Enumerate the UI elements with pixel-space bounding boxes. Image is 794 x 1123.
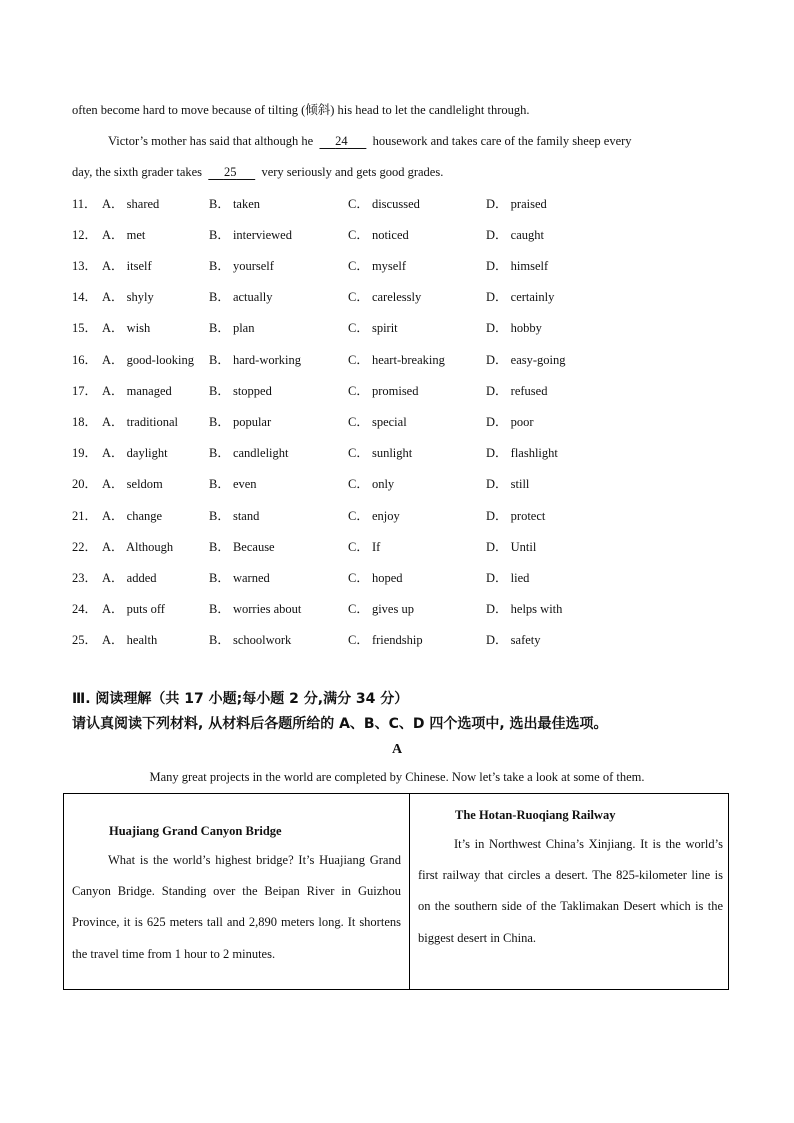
option-d: D． safety bbox=[486, 633, 541, 647]
option-d: D． lied bbox=[486, 571, 530, 585]
passage-text: housework and takes care of the family sheep every bbox=[372, 134, 632, 148]
passage-line bbox=[108, 133, 632, 149]
section-instruction: 请认真阅读下列材料, 从材料后各题所给的 A、B、C、D 四个选项中, 选出最佳选项。 bbox=[72, 716, 608, 732]
option-a: A． good-looking bbox=[102, 353, 195, 367]
option-c: C． heart-breaking bbox=[348, 353, 445, 367]
question-number: 25． bbox=[72, 633, 98, 647]
option-d: D． poor bbox=[486, 415, 534, 429]
question-number: 22． bbox=[72, 540, 98, 554]
option-b: B． Because bbox=[209, 540, 275, 554]
option-b: B． taken bbox=[209, 197, 261, 211]
option-d: D． helps with bbox=[486, 602, 563, 616]
option-a: A． added bbox=[102, 571, 157, 585]
part-label: A bbox=[391, 742, 403, 757]
question-row bbox=[72, 444, 732, 462]
passage-line bbox=[72, 164, 443, 180]
option-b: B． schoolwork bbox=[209, 633, 292, 647]
passage-text: day, the sixth grader takes bbox=[72, 165, 203, 179]
question-row bbox=[72, 413, 732, 431]
cell-title: Huajiang Grand Canyon Bridge bbox=[109, 824, 282, 838]
option-c: C． hoped bbox=[348, 571, 403, 585]
option-a: A． daylight bbox=[102, 446, 168, 460]
option-a: A． managed bbox=[102, 384, 172, 398]
option-b: B． even bbox=[209, 477, 257, 491]
passage-text: very seriously and gets good grades. bbox=[261, 165, 444, 179]
option-a: A． puts off bbox=[102, 602, 165, 616]
cell-body: What is the world’s highest bridge? It’s Huajiang Grand Canyon Bridge. Standing over the Beipan River in Guizhou Province, it is 625 meters tall and 2,890 meters long. It shortens the travel time from 1 hour to 2 minutes. bbox=[72, 853, 401, 961]
option-a: A． met bbox=[102, 228, 146, 242]
table-cell-left bbox=[64, 794, 409, 989]
option-c: C． If bbox=[348, 540, 381, 554]
option-c: C． special bbox=[348, 415, 407, 429]
option-d: D． himself bbox=[486, 259, 549, 273]
question-number: 20． bbox=[72, 477, 98, 491]
option-c: C． gives up bbox=[348, 602, 414, 616]
question-row bbox=[72, 351, 732, 369]
question-row bbox=[72, 507, 732, 525]
option-a: A． health bbox=[102, 633, 158, 647]
option-b: B． stopped bbox=[209, 384, 272, 398]
question-number: 17． bbox=[72, 384, 98, 398]
option-b: B． worries about bbox=[209, 602, 302, 616]
option-b: B． yourself bbox=[209, 259, 274, 273]
question-number: 18． bbox=[72, 415, 98, 429]
question-row bbox=[72, 195, 732, 213]
question-row bbox=[72, 382, 732, 400]
projects-table bbox=[63, 793, 729, 990]
option-d: D． still bbox=[486, 477, 530, 491]
passage-line bbox=[72, 102, 530, 118]
option-c: C． promised bbox=[348, 384, 419, 398]
option-b: B． popular bbox=[209, 415, 272, 429]
option-d: D． protect bbox=[486, 509, 546, 523]
option-b: B． warned bbox=[209, 571, 270, 585]
question-row bbox=[72, 538, 732, 556]
question-row bbox=[72, 319, 732, 337]
question-row bbox=[72, 257, 732, 275]
option-a: A． wish bbox=[102, 321, 151, 335]
option-d: D． caught bbox=[486, 228, 544, 242]
passage-intro: Many great projects in the world are completed by Chinese. Now let’s take a look at some of them. bbox=[149, 770, 645, 784]
option-c: C． noticed bbox=[348, 228, 409, 242]
option-c: C． enjoy bbox=[348, 509, 400, 523]
option-b: B． plan bbox=[209, 321, 255, 335]
blank-number: 25 bbox=[223, 165, 237, 179]
option-d: D． praised bbox=[486, 197, 547, 211]
blank-24 bbox=[319, 133, 366, 149]
option-d: D． refused bbox=[486, 384, 548, 398]
question-number: 14． bbox=[72, 290, 98, 304]
blank-number: 24 bbox=[335, 134, 348, 148]
option-a: A． seldom bbox=[102, 477, 163, 491]
option-c: C． carelessly bbox=[348, 290, 422, 304]
question-number: 23． bbox=[72, 571, 98, 585]
option-a: A． shyly bbox=[102, 290, 154, 304]
question-row bbox=[72, 475, 732, 493]
question-number: 13． bbox=[72, 259, 98, 273]
option-b: B． interviewed bbox=[209, 228, 292, 242]
option-b: B． stand bbox=[209, 509, 260, 523]
passage-text: Victor’s mother has said that although he bbox=[108, 134, 314, 148]
option-c: C． spirit bbox=[348, 321, 398, 335]
question-row bbox=[72, 631, 732, 649]
option-a: A． Although bbox=[102, 540, 174, 554]
blank-25 bbox=[208, 164, 255, 180]
question-number: 24． bbox=[72, 602, 98, 616]
option-b: B． hard-working bbox=[209, 353, 301, 367]
option-c: C． sunlight bbox=[348, 446, 413, 460]
option-a: A． itself bbox=[102, 259, 152, 273]
option-c: C． myself bbox=[348, 259, 406, 273]
section-heading: Ⅲ. 阅读理解（共 17 小题;每小题 2 分,满分 34 分） bbox=[72, 691, 409, 707]
question-row bbox=[72, 600, 732, 618]
option-a: A． shared bbox=[102, 197, 160, 211]
option-d: D． easy-going bbox=[486, 353, 566, 367]
question-number: 15． bbox=[72, 321, 98, 335]
question-number: 16． bbox=[72, 353, 98, 367]
option-d: D． certainly bbox=[486, 290, 555, 304]
option-a: A． change bbox=[102, 509, 163, 523]
option-c: C． discussed bbox=[348, 197, 420, 211]
cell-title: The Hotan-Ruoqiang Railway bbox=[455, 808, 616, 822]
question-number: 21． bbox=[72, 509, 98, 523]
cell-body: It’s in Northwest China’s Xinjiang. It is the world’s first railway that circles a desert. The 825-kilometer line is on the southern side of the Taklimakan Desert which is the biggest desert in China. bbox=[418, 837, 723, 945]
table-cell-right bbox=[410, 794, 728, 989]
passage-text: often become hard to move because of tilting (倾斜) his head to let the candlelight through. bbox=[72, 103, 530, 117]
option-b: B． candlelight bbox=[209, 446, 289, 460]
question-number: 12． bbox=[72, 228, 98, 242]
option-c: C． friendship bbox=[348, 633, 423, 647]
option-a: A． traditional bbox=[102, 415, 179, 429]
question-row bbox=[72, 288, 732, 306]
question-row bbox=[72, 226, 732, 244]
option-c: C． only bbox=[348, 477, 395, 491]
option-d: D． Until bbox=[486, 540, 537, 554]
option-d: D． flashlight bbox=[486, 446, 558, 460]
option-d: D． hobby bbox=[486, 321, 542, 335]
question-row bbox=[72, 569, 732, 587]
option-b: B． actually bbox=[209, 290, 273, 304]
question-number: 19． bbox=[72, 446, 98, 460]
question-number: 11． bbox=[72, 197, 97, 211]
